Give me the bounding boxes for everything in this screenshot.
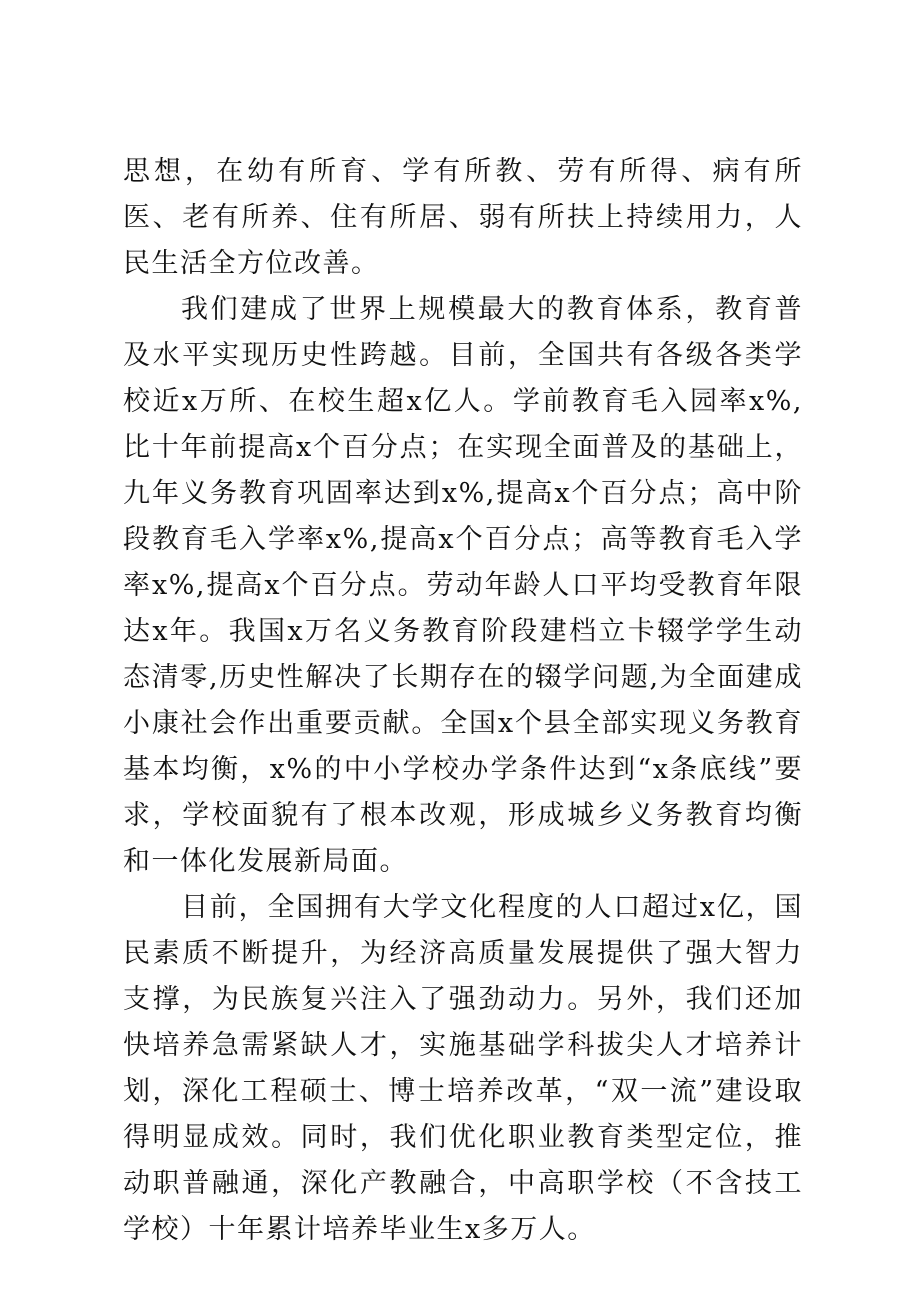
paragraph-higher-education: 目前，全国拥有大学文化程度的人口超过x亿，国民素质不断提升，为经济高质量发展提供了强大智力支撑，为民族复兴注入了强劲动力。另外，我们还加快培养急需紧缺人才，实施基础学科拔尖人才培养计划，深化工程硕士、博士培养改革，“双一流”建设取得明显成效。同时，我们优化职业教育类型定位，推动职普融通，深化产教融合，中高职学校（不含技工学校）十年累计培养毕业生x多万人。 — [123, 892, 803, 1245]
paragraph-education-system: 我们建成了世界上规模最大的教育体系，教育普及水平实现历史性跨越。目前，全国共有各级各类学校近x万所、在校生超x亿人。学前教育毛入园率x%,比十年前提高x个百分点；在实现全面普及的基础上，九年义务教育巩固率达到x%,提高x个百分点；高中阶段教育毛入学率x%,提高x个百分点；高等教育毛入学率x%,提高x个百分点。劳动年龄人口平均受教育年限达x年。我国x万名义务教育阶段建档立卡辍学学生动态清零,历史性解决了长期存在的辍学问题,为全面建成小康社会作出重要贡献。全国x个县全部实现义务教育基本均衡，x%的中小学校办学条件达到“x条底线”要求，学校面貌有了根本改观，形成城乡义务教育均衡和一体化发展新局面。 — [123, 294, 803, 877]
paragraph-continuation: 思想，在幼有所育、学有所教、劳有所得、病有所医、老有所养、住有所居、弱有所扶上持续用力，人民生活全方位改善。 — [123, 156, 803, 279]
document-body — [123, 149, 803, 1253]
